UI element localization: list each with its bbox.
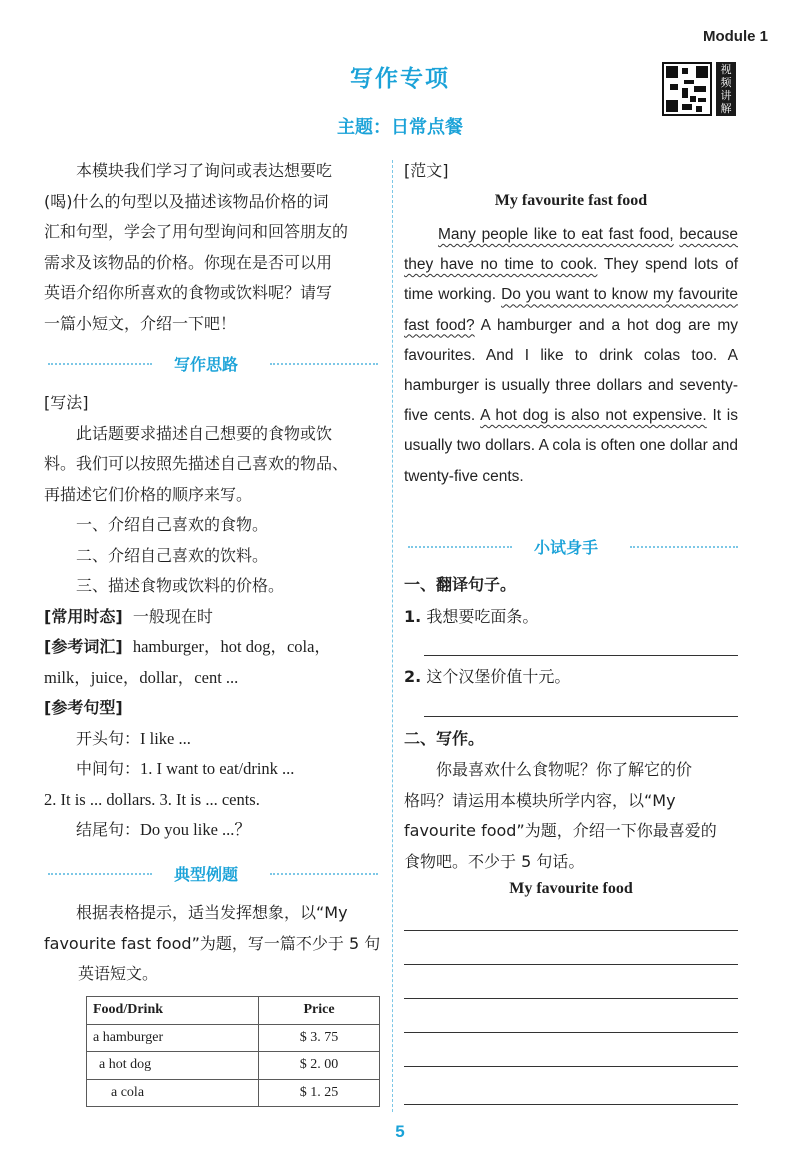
writing-line[interactable]	[404, 930, 738, 931]
section-label: 写作思路	[174, 355, 239, 374]
method-block	[44, 388, 380, 846]
mid-text: 1. I want to eat/drink ...	[140, 759, 295, 778]
highlight-sentence: Do you want to know my favourite fast food?	[404, 286, 738, 334]
intro-line: 汇和句型，学会了用句型询问和回答朋友的	[44, 222, 349, 241]
section-example	[44, 862, 380, 884]
method-line: 此话题要求描述自己想要的食物或饮	[76, 423, 333, 443]
q1-2-text: 这个汉堡价值十元。	[426, 667, 571, 686]
end-label: 结尾句：	[76, 820, 141, 839]
essay-text: It is usually two dollars. A cola is often one dollar and twenty-five cents.	[404, 407, 739, 485]
method-line: 一、介绍自己喜欢的食物。	[76, 515, 269, 534]
table-cell: a hot dog	[87, 1052, 259, 1080]
writing-line[interactable]	[404, 964, 738, 965]
page-subtitle: 主题：日常点餐	[337, 117, 463, 138]
q2-line: 格吗？请运用本模块所学内容，以“My	[404, 790, 676, 810]
q2-heading: My favourite food	[509, 880, 633, 897]
example-paragraph	[44, 898, 388, 990]
intro-line: 需求及该物品的价格。你现在是否可以用	[44, 252, 333, 272]
q1-item-1	[404, 602, 738, 633]
end-text: Do you like ...？	[140, 820, 251, 839]
q1-title: 一、翻译句子。	[404, 575, 517, 594]
intro-line: (喝)什么的句型以及描述该物品价格的词	[44, 191, 329, 211]
example-line: favourite fast food”为题，写一篇不少于 5 句	[44, 933, 381, 953]
section-thinking	[44, 352, 380, 374]
writing-line[interactable]	[404, 998, 738, 999]
highlight-sentence: A hot dog is also not expensive.	[480, 407, 707, 425]
q2-title: 二、写作。	[404, 729, 485, 748]
writing-line[interactable]	[404, 1032, 738, 1033]
q2-line: 食物吧。不少于 5 句话。	[404, 851, 585, 871]
tense-line	[44, 602, 380, 633]
price-table	[86, 996, 380, 1107]
section-label: 典型例题	[174, 865, 239, 884]
q1-1-text: 我想要吃面条。	[426, 607, 539, 626]
table-header: Price	[259, 997, 380, 1025]
end-sentence	[44, 815, 380, 846]
writing-line[interactable]	[404, 1066, 738, 1067]
essay-text: A hamburger and a hot dog are my favourites. And I like to drink colas too. A hamburger is usually three dollars and seventy-five cents.	[404, 316, 738, 425]
table-cell: $ 2. 00	[259, 1052, 380, 1080]
highlight-sentence: because they have no time to cook.	[404, 226, 738, 274]
open-text: I like ...	[140, 728, 191, 748]
q2-line: 你最喜欢什么食物呢？你了解它的价	[436, 760, 693, 779]
table-header: Food/Drink	[87, 997, 259, 1025]
intro-line: 本模块我们学习了询问或表达想要吃	[76, 161, 333, 180]
tense-value: 一般现在时	[132, 606, 213, 626]
method-line: 再描述它们价格的顺序来写。	[44, 484, 253, 504]
essay-text: They spend lots of time working.	[404, 256, 739, 304]
section-practice	[404, 535, 738, 557]
vocab-line	[44, 632, 380, 663]
model-essay	[404, 220, 738, 492]
model-title: My favourite fast food	[494, 192, 648, 209]
example-line: 英语短文。	[78, 964, 159, 983]
page-title: 写作专项	[350, 66, 450, 92]
q1-1-number: 1.	[404, 607, 422, 626]
sentences-label: [参考句型]	[44, 698, 123, 717]
mid-label: 中间句：	[76, 759, 141, 778]
table-cell: a cola	[87, 1079, 259, 1107]
page-number: 5	[395, 1122, 405, 1141]
method-label: [写法]	[44, 393, 89, 412]
qr-label: 视频讲解	[716, 62, 736, 116]
table-cell: $ 3. 75	[259, 1024, 380, 1052]
answer-line[interactable]	[424, 716, 738, 717]
open-sentence	[44, 724, 380, 755]
q2-line: favourite food”为题，介绍一下你最喜爱的	[404, 821, 717, 840]
section-label: 小试身手	[534, 538, 599, 557]
q2-instructions	[404, 755, 738, 877]
q1-item-2	[404, 662, 738, 693]
table-header-row	[87, 997, 380, 1025]
vocab-label: [参考词汇]	[44, 637, 123, 656]
open-label: 开头句：	[76, 728, 141, 748]
example-line: 根据表格提示，适当发挥想象，以“My	[76, 903, 348, 922]
intro-line: 一篇小短文，介绍一下吧！	[44, 313, 237, 333]
highlight-sentence: Many people like to eat fast food,	[438, 226, 674, 243]
answer-line[interactable]	[424, 655, 738, 656]
intro-paragraph	[44, 156, 380, 339]
table-row	[87, 1024, 380, 1052]
intro-line: 英语介绍你所喜欢的食物或饮料呢？请写	[44, 283, 333, 302]
model-label: [范文]	[404, 161, 449, 180]
mid-sentence	[44, 754, 380, 785]
q1-2-number: 2.	[404, 667, 422, 686]
table-row	[87, 1052, 380, 1080]
writing-line[interactable]	[404, 1104, 738, 1105]
tense-label: [常用时态]	[44, 606, 123, 626]
method-line: 二、介绍自己喜欢的饮料。	[76, 545, 269, 565]
vocab-words: hamburger，hot dog，cola，	[132, 637, 331, 656]
method-line: 料。我们可以按照先描述自己喜欢的物品、	[44, 454, 349, 473]
method-line: 三、描述食物或饮料的价格。	[76, 576, 285, 595]
module-label: Module 1	[702, 28, 768, 45]
table-row	[87, 1079, 380, 1107]
table-cell: a hamburger	[87, 1024, 259, 1052]
table-cell: $ 1. 25	[259, 1079, 380, 1107]
mid-sentence-2: 2. It is ... dollars. 3. It is ... cents.	[44, 789, 260, 809]
column-divider	[392, 160, 393, 1112]
vocab-words: milk，juice，dollar，cent ...	[44, 667, 239, 687]
